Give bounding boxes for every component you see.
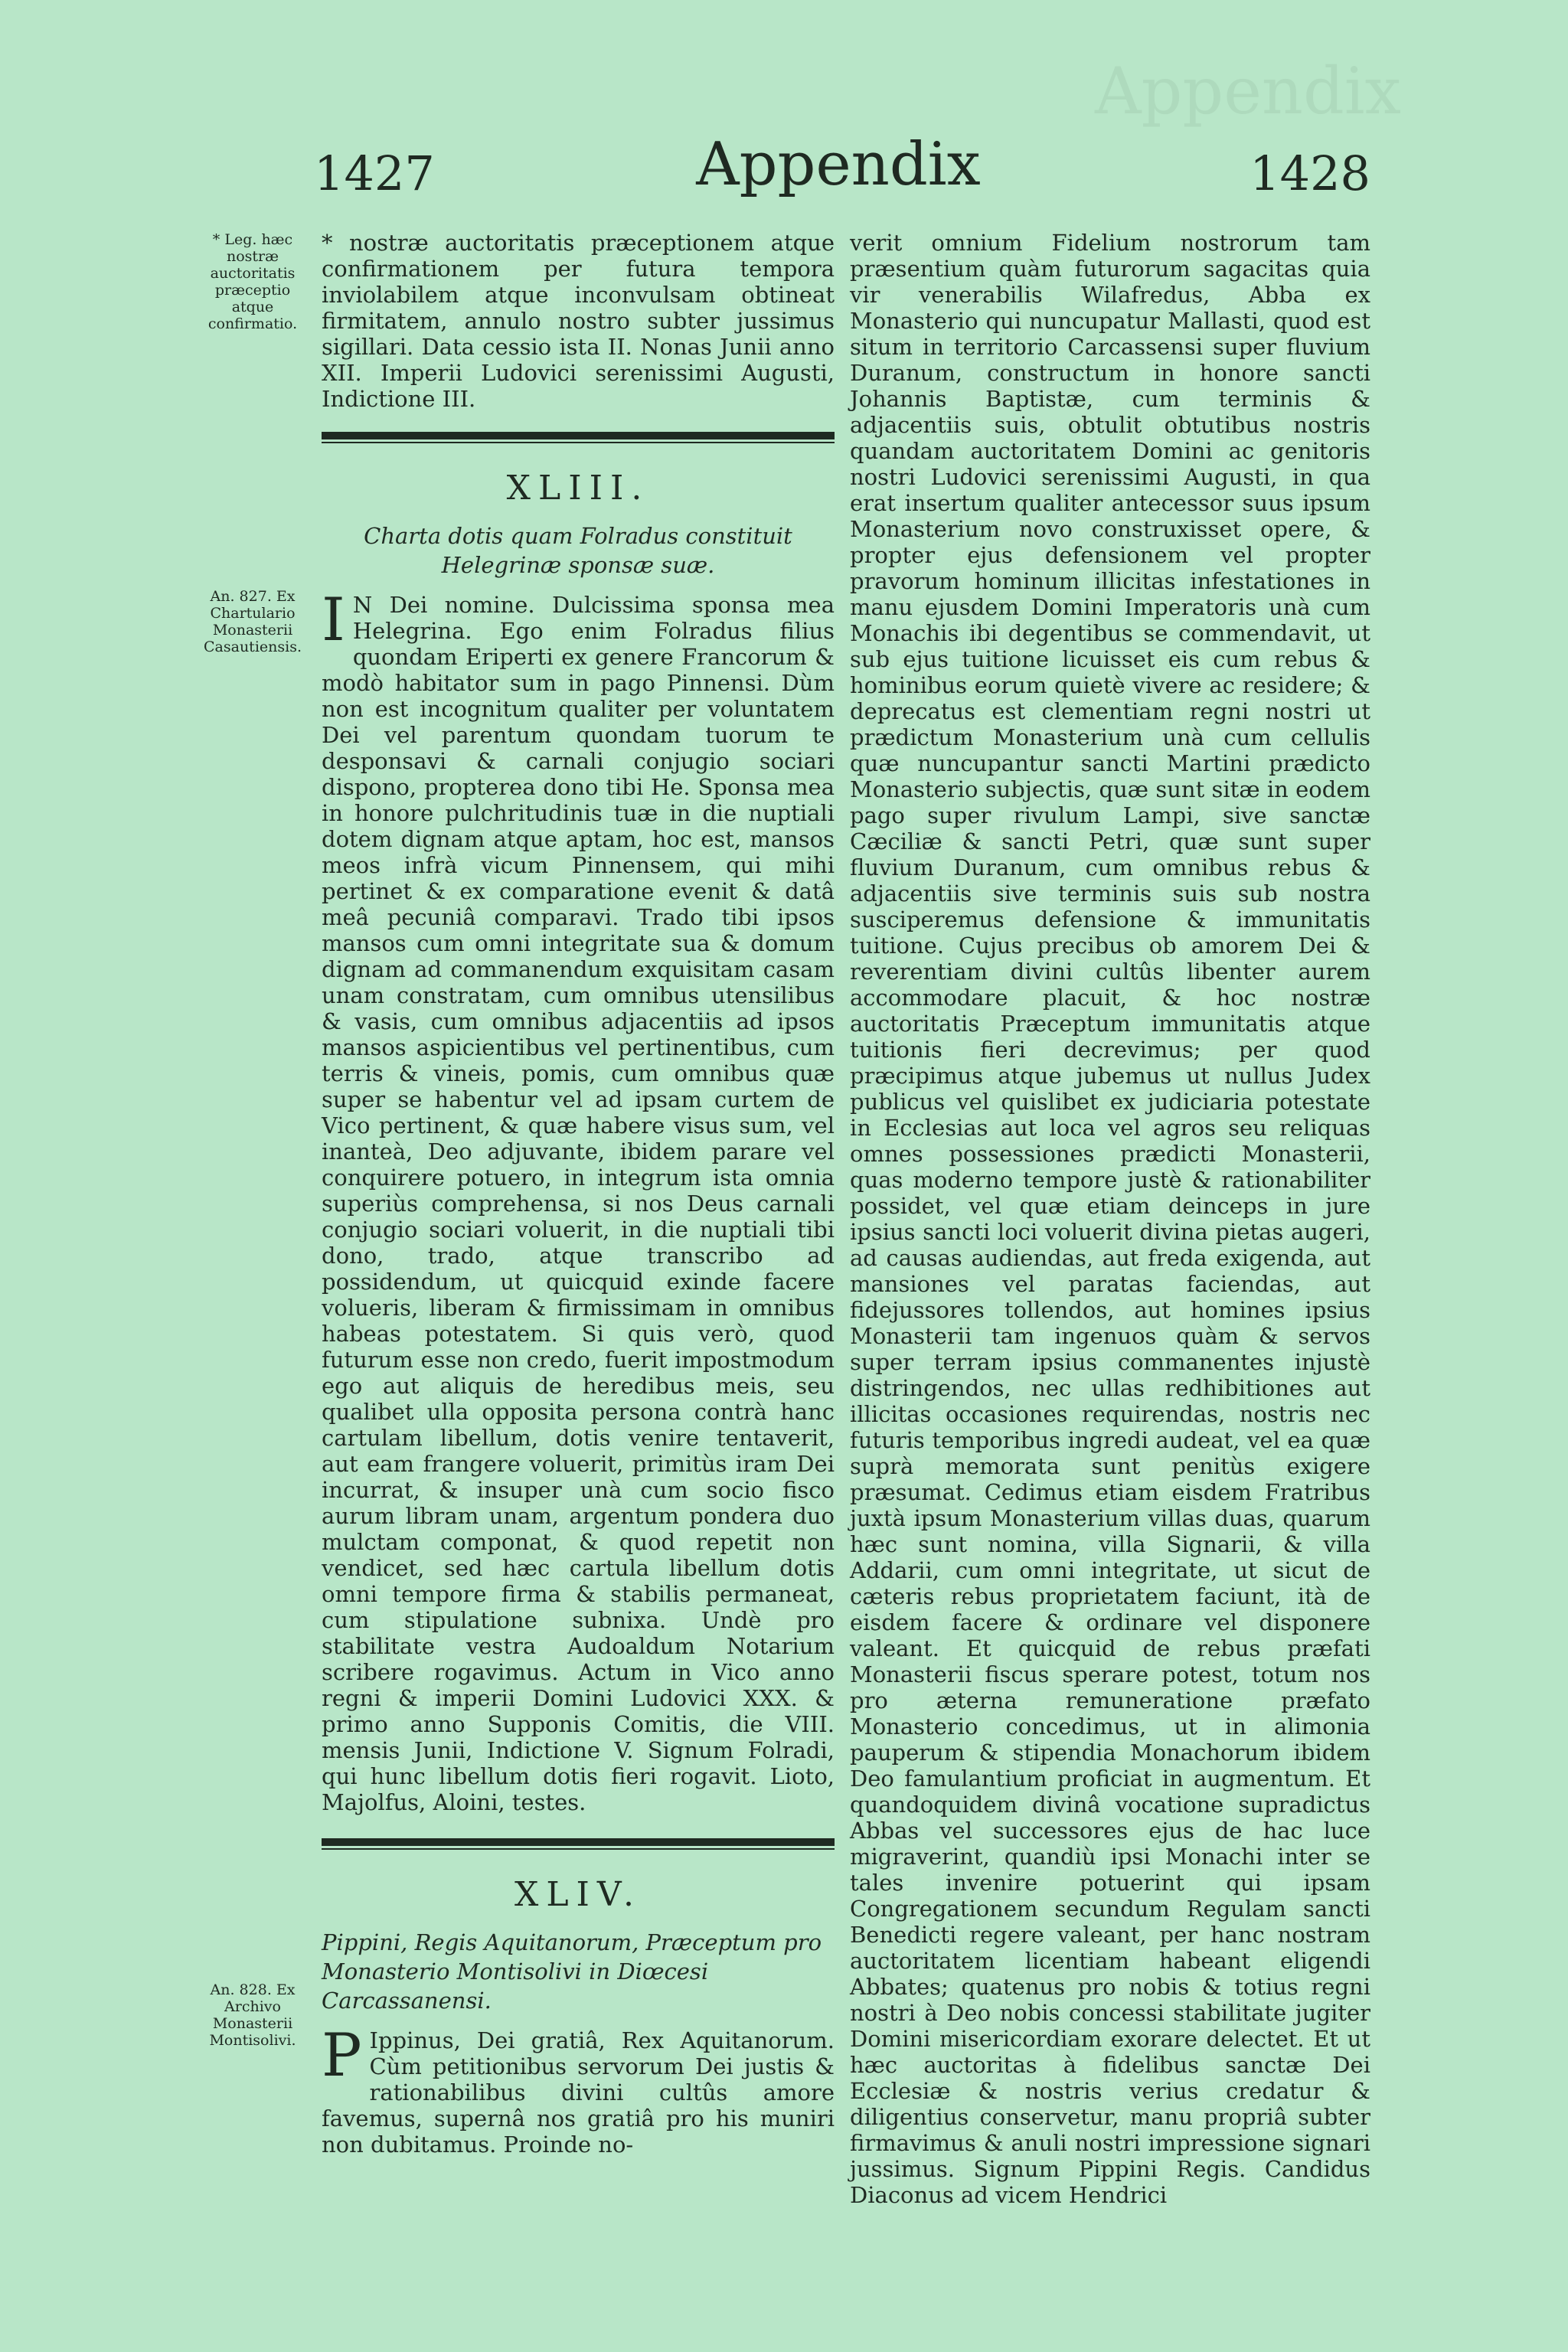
document-number-44: XLIV. [514, 1875, 642, 1914]
page-header [306, 130, 1370, 214]
document-text-44: Ippinus, Dei gratiâ, Rex Aquitanorum. Cùm petitionibus servorum Dei justis & rationabilibus divini cultûs amore favemus, supernâ nos gratiâ pro his muniri non dubitamus. Proinde no- [322, 2027, 835, 2158]
page-number-right: 1428 [1250, 145, 1370, 201]
page-number-left: 1427 [314, 145, 435, 201]
running-title: Appendix [696, 130, 981, 199]
intro-paragraph: * nostræ auctoritatis præceptionem atque confirmationem per futura tempora inviolabilem atque inconvulsam obtineat firmitatem, annulo nostro subter jussimus sigillari. Data cessio ista II. Nonas Junii anno XII. Imperii Ludovici serenissimi Augusti, Indictione III. [322, 230, 835, 412]
document-title-44: Pippini, Regis Aquitanorum, Præceptum pro Monasterio Montisolivi in Diœcesi Carcassanensi. [322, 1929, 822, 2014]
right-column-text: verit omnium Fidelium nostrorum tam præsentium quàm futurorum sagacitas quia vir venerabilis Wilafredus, Abba ex Monasterio qui nuncupatur Mallasti, quod est situm in territorio Carcassensi super fluvium Duranum, constructum in honore sancti Johannis Baptistæ, cum terminis & adjacentiis suis, obtulit obtutibus nostris quandam auctoritatem Domini ac genitoris nostri Ludovici serenissimi Augusti, in qua erat insertum qualiter antecessor suus ipsum Monasterium novo construxisset opere, & propter ejus defensionem vel propter pravorum hominum illicitas infestationes in manu ejusdem Domini Imperatoris unà cum Monachis ibi degentibus se commendavit, ut sub ejus tuitione licuisset eis cum rebus & hominibus eorum quietè vivere ac residere; & deprecatus est clementiam regni nostri ut prædictum Monasterium unà cum cellulis quæ nuncupantur sancti Martini prædicto Monasterio subjectis, quæ sunt sitæ in eodem pago super rivulum Lampi, sive sanctæ Cæciliæ & sancti Petri, quæ sunt super fluvium Duranum, cum omnibus rebus & adjacentiis sive terminis suis sub nostra susciperemus defensione & immunitatis tuitione. Cujus precibus ob amorem Dei & reverentiam divini cultûs libenter aurem accommodare placuit, & hoc nostræ auctoritatis Præceptum immunitatis atque tuitionis fieri decrevimus; per quod præcipimus atque jubemus ut nullus Judex publicus vel quislibet ex judiciaria potestate in Ecclesias aut loca vel agros seu reliquas omnes possessiones prædicti Monasterii, quas moderno tempore justè & rationabiliter possidet, vel quæ etiam deinceps in jure ipsius sancti loci voluerit divina pietas augeri, ad causas audiendas, aut freda exigenda, aut mansiones vel paratas faciendas, aut fidejussores tollendos, aut homines ipsius Monasterii tam ingenuos quàm & servos super terram ipsius commanentes injustè distringendos, nec ullas redhibitiones aut illicitas occasiones requirendas, nostris nec futuris temporibus ingredi audeat, vel ea quæ suprà memorata sunt penitùs exigere præsumat. Cedimus etiam eisdem Fratribus juxtà ipsum Monasterium villas duas, quarum hæc sunt nomina, villa Signarii, & villa Addarii, cum omni integritate, ut sicut de cæteris rebus proprietatem faciunt, ità de eisdem facere & ordinare vel disponere valeant. Et quicquid de rebus præfati Monasterii fiscus sperare potest, totum nos pro æterna remuneratione præfato Monasterio concedimus, ut in alimonia pauperum & stipendia Monachorum ibidem Deo famulantium proficiat in augmentum. Et quandoquidem divinâ vocatione supradictus Abbas vel successores ejus de hac luce migraverint, quandiù ipsi Monachi inter se tales invenire potuerint qui ipsam Congregationem secundum Regulam sancti Benedicti regere valeant, per hanc nostram auctoritatem licentiam habeant eligendi Abbates; quatenus pro nobis & totius regni nostri à Deo nobis concessi stabilitate jugiter Domini misericordiam exorare delectet. Et ut hæc auctoritas à fidelibus sanctæ Dei Ecclesiæ & nostris verius credatur & diligentius conservetur, manu propriâ subter firmavimus & anuli nostri impressione signari jussimus. Signum Pippini Regis. Candidus Diaconus ad vicem Hendrici [850, 230, 1370, 2208]
document-title-43: Charta dotis quam Folradus constituit Helegrinæ sponsæ suæ. [364, 523, 792, 578]
right-column [850, 230, 1370, 2208]
margin-note-source-44: An. 828. Ex Archivo Monasterii Montisolivi. [209, 1981, 296, 2049]
drop-cap-44: P [322, 2021, 362, 2090]
show-through-text: Appendix [1095, 54, 1402, 129]
margin-note-source-43: An. 827. Ex Chartulario Monasterii Casautiensis. [204, 588, 302, 655]
left-column [322, 230, 835, 2158]
document-body-43 [322, 586, 835, 1815]
document-number-43: XLIII. [506, 469, 650, 508]
section-rule [322, 432, 835, 443]
document-text-43: N Dei nomine. Dulcissima sponsa mea Helegrina. Ego enim Folradus filius quondam Eriperti ex genere Francorum & modò habitator sum in pago Pinnensi. Dùm non est incognitum qualiter per voluntatem Dei vel parentum quondam tuorum te desponsavi & carnali conjugio sociari dispono, propterea dono tibi He. Sponsa mea in honore pulchritudinis tuæ in die nuptiali dotem dignam atque aptam, hoc est, mansos meos infrà vicum Pinnensem, qui mihi pertinet & ex comparatione evenit & datâ meâ pecuniâ comparavi. Trado tibi ipsos mansos cum omni integritate sua & domum dignam ad commanendum exquisitam casam unam constratam, cum omnibus utensilibus & vasis, cum omnibus adjacentiis ad ipsos mansos aspicientibus vel pertinentibus, cum terris & vineis, pomis, cum omnibus quæ super se habentur vel ad ipsam curtem de Vico pertinent, & quæ habere visus sum, vel inanteà, Deo adjuvante, ibidem parare vel conquirere potuero, in integrum ista omnia superiùs comprehensa, si nos Deus carnali conjugio sociari voluerit, in die nuptiali tibi dono, trado, atque transcribo ad possidendum, ut quicquid exinde facere volueris, liberam & firmissimam in omnibus habeas potestatem. Si quis verò, quod futurum esse non credo, fuerit impostmodum ego aut aliquis de heredibus meis, seu qualibet ulla opposita persona contrà hanc cartulam libellum, dotis venire tentaverit, aut eam frangere voluerit, primitùs iram Dei incurrat, & insuper unà cum socio fisco aurum libram unam, argentum pondera duo mulctam componat, & quod repetit non vendicet, sed hæc cartula libellum dotis omni tempore firma & stabilis permaneat, cum stipulatione subnixa. Undè pro stabilitate vestra Audoaldum Notarium scribere rogavimus. Actum in Vico anno regni & imperii Domini Ludovici XXX. & primo anno Supponis Comitis, die VIII. mensis Junii, Indictione V. Signum Folradi, qui hunc libellum dotis fieri rogavit. Lioto, Majolfus, Aloini, testes. [322, 592, 835, 1815]
drop-cap-43: I [322, 586, 345, 655]
document-body-44 [322, 2021, 835, 2158]
margin-note-legend: * Leg. hæc nostræ auctoritatis præceptio atque confirmatio. [207, 231, 298, 332]
section-rule [322, 1838, 835, 1850]
